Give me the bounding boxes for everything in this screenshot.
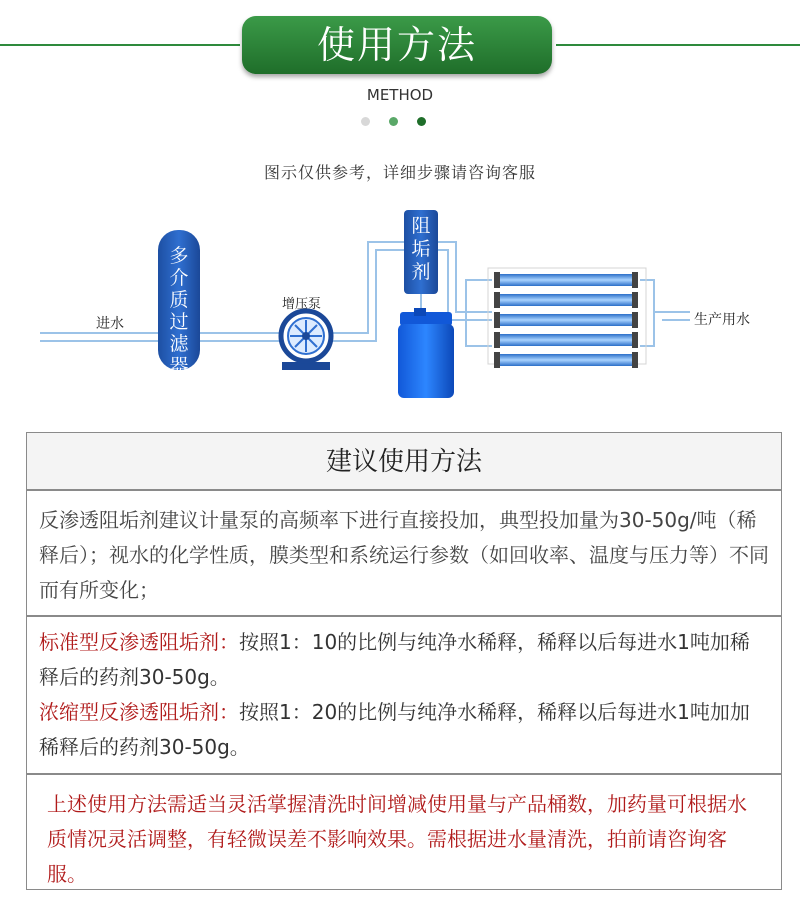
dot-2 [389,117,398,126]
page-title: 使用方法 [242,16,552,74]
usage-intro: 反渗透阻垢剂建议计量泵的高频率下进行直接投加，典型投加量为30-50g/吨（稀释后）；视水的化学性质，膜类型和系统运行参数（如回收率、温度与压力等）不同而有所变化； [39,508,769,602]
svg-text:滤: 滤 [169,333,189,355]
usage-intro-box [26,490,782,616]
svg-text:介: 介 [169,267,189,289]
svg-text:垢: 垢 [411,238,431,260]
concentrated-instruction [27,695,781,765]
pagination-dots [361,117,431,127]
header-line-right [556,44,800,46]
scale-inhibitor-label [411,215,430,283]
concentrated-text: 按照1：20的比例与纯净水稀释，稀释以后每进水1吨加加稀释后的药剂30-50g。 [39,700,750,759]
svg-text:器: 器 [169,355,189,377]
warning-box [26,774,782,890]
inlet-label: 进水 [96,316,124,332]
dot-3 [417,117,426,126]
usage-title: 建议使用方法 [26,432,782,490]
svg-text:质: 质 [169,289,189,311]
membrane-rack [488,268,646,368]
process-diagram [0,200,800,410]
header-line-left [0,44,240,46]
svg-text:多: 多 [169,245,189,267]
svg-text:过: 过 [169,311,189,333]
standard-instruction [27,625,781,695]
page-subtitle: METHOD [366,86,434,104]
chemical-drum-icon [398,308,454,398]
standard-text: 按照1：10的比例与纯净水稀释，稀释以后每进水1吨加稀释后的药剂30-50g。 [39,630,750,689]
svg-text:阻: 阻 [411,215,431,237]
filter-label [169,245,189,377]
concentrated-label: 浓缩型反渗透阻垢剂： [39,700,239,724]
pump-icon [281,311,331,370]
pump-label: 增压泵 [282,297,322,312]
standard-label: 标准型反渗透阻垢剂： [39,630,239,654]
diagram-note: 图示仅供参考，详细步骤请咨询客服 [263,163,536,182]
warning-text: 上述使用方法需适当灵活掌握清洗时间增减使用量与产品桶数，加药量可根据水质情况灵活调整，有轻微误差不影响效果。需根据进水量清洗，拍前请咨询客服。 [47,792,747,886]
dilution-box [26,616,782,774]
dot-1 [361,117,370,126]
svg-text:剂: 剂 [411,261,431,283]
outlet-label: 生产用水 [694,312,750,328]
